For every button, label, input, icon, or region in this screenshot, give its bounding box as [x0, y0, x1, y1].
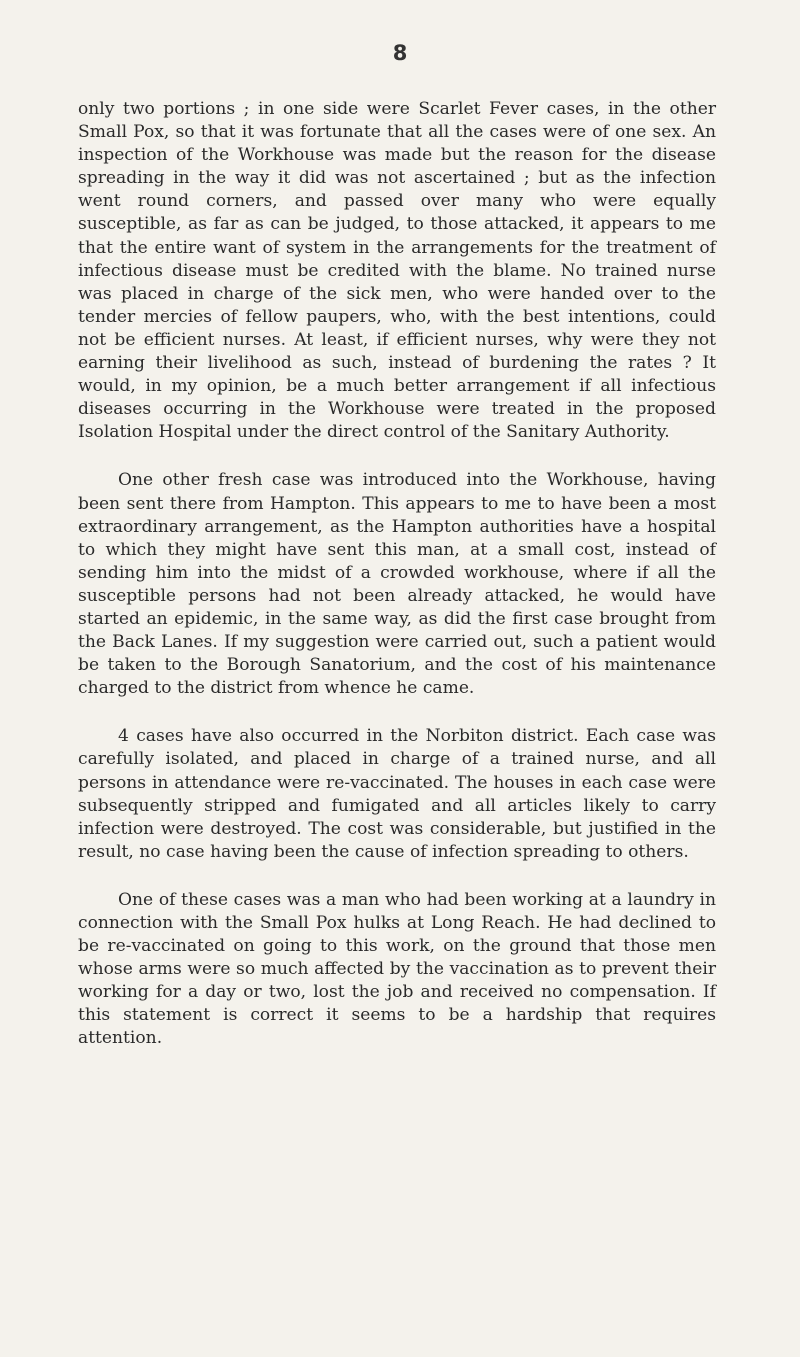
paragraph-3: 4 cases have also occurred in the Norbiton district. Each case was carefully isolated, and placed in charge of a trained nurse, and all persons in attendance were re-vaccinated. The houses in each case were subsequently stripped and fumigated and all articles likely to carry infection were destroyed. The cost was considerable, but justified in the result, no case having been the cause of infection spreading to others. — [78, 726, 716, 862]
body-text — [78, 98, 716, 1076]
paragraph-4: One of these cases was a man who had been working at a laundry in connection with the Small Pox hulks at Long Reach. He had declined to be re-vaccinated on going to this work, on the ground that those men whose arms were so much affected by the vaccination as to prevent their working for a day or two, lost the job and received no compensation. If this statement is correct it seems to be a hardship that requires attention. — [78, 889, 716, 1049]
page-number: 8 — [392, 41, 408, 65]
paragraph-2: One other fresh case was introduced into the Workhouse, having been sent there from Hampton. This appears to me to have been a most extraordinary arrangement, as the Hampton authorities have a hospital to which they might have sent this man, at a small cost, instead of sending him into the midst of a crowded workhouse, where if all the susceptible persons had not been already attacked, he would have started an epidemic, in the same way, as did the first case brought from the Back Lanes. If my suggestion were carried out, such a patient would be taken to the Borough Sanatorium, and the cost of his maintenance charged to the district from whence he came. — [78, 470, 716, 699]
paragraph-1: only two portions ; in one side were Scarlet Fever cases, in the other Small Pox, so that it was fortunate that all the cases were of one sex. An inspection of the Workhouse was made but the reason for the disease spreading in the way it did was not ascertained ; but as the infection went round corners, and passed over many who were equally susceptible, as far as can be judged, to those attacked, it appears to me that the entire want of system in the arrangements for the treatment of infectious disease must be credited with the blame. No trained nurse was placed in charge of the sick men, who were handed over to the tender mercies of fellow paupers, who, with the best intentions, could not be efficient nurses. At least, if efficient nurses, why were they not earning their livelihood as such, instead of burdening the rates ? It would, in my opinion, be a much better arrangement if all infectious diseases occurring in the Workhouse were treated in the proposed Isolation Hospital under the direct control of the Sanitary Authority. — [78, 99, 716, 443]
